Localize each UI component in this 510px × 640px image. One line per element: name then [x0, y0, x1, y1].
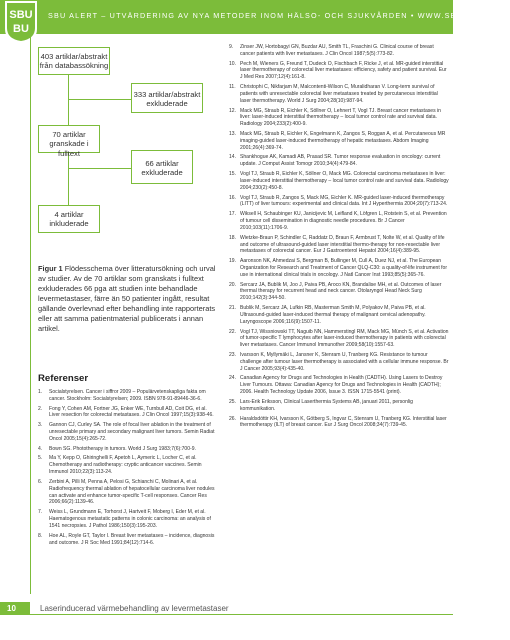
- reference-list-left: [38, 389, 218, 549]
- reference-item: [38, 446, 218, 453]
- reference-text: Vogl TJ, Straub R, Eichler K, Söllner O, Mack MG. Colorectal carcinoma metastases in liver: laser-induced interstitial thermotherapy – local tumor control rate and survival data. Radiology 2004;230(2):450-8.: [240, 171, 449, 191]
- reference-text: Lars-Erik Eriksson, Clinical Laserthermia Systems AB, januari 2011, personlig kommunikation.: [240, 398, 413, 412]
- reference-item: [229, 416, 449, 430]
- reference-number: 15.: [229, 171, 237, 178]
- reference-number: 2.: [38, 405, 43, 412]
- reference-item: [229, 305, 449, 326]
- reference-item: [229, 61, 449, 82]
- reference-number: 16.: [229, 194, 237, 201]
- reference-item: [229, 399, 449, 413]
- flowchart: [38, 47, 218, 257]
- reference-text: Aaronson NK, Ahmedzai S, Bergman B, Bullinger M, Cull A, Duez NJ, et al. The European Organization for Research and Treatment of Cancer QLQ-C30: a quality-of-life instrument for use in international clinical trials in oncology. J Natl Cancer Inst 1993;85(5):365-76.: [240, 258, 448, 278]
- reference-number: 25.: [229, 398, 237, 405]
- flow-box-included: 4 artiklar inkluderade: [38, 205, 100, 233]
- caption-text: Flödesschema över litteratursökning och urval av studier. Av de 70 artiklar som granskats i fulltext exkluderades 66 pga att studien inte behandlade levermetastaser, färre än 50 patienter ingått, resultat gällande överlevnad efter behandling inte rapporterats eller att samma patientmaterial publicerats i annan artikel.: [38, 264, 216, 333]
- references-heading: Referenser: [38, 373, 89, 384]
- reference-number: 12.: [229, 107, 237, 114]
- left-rule: [30, 34, 31, 594]
- reference-item: [229, 131, 449, 152]
- flow-box-search: 403 artiklar/abstrakt från databassökning: [38, 47, 110, 75]
- reference-number: 4.: [38, 445, 43, 452]
- reference-item: [229, 235, 449, 256]
- reference-item: [38, 422, 218, 443]
- reference-number: 10.: [229, 60, 237, 67]
- figure-caption: [38, 264, 216, 333]
- reference-number: 5.: [38, 455, 43, 462]
- reference-item: [229, 84, 449, 105]
- header-title: SBU ALERT – UTVÄRDERING AV NYA METODER INOM HÄLSO- OCH SJUKVÅRDEN • WWW.SBU.SE/ALERT: [48, 11, 510, 20]
- reference-text: Wiksell H, Schaubinger KU, Janicijevic M, Leifland K, Löfgren L, Rotstein S, et al. Prevention of tumour cell dissemination in diagnostic needle procedures. Br J Cancer 2010;103(11):1706-9.: [240, 211, 447, 231]
- reference-text: Bown SG. Phototherapy in tumors. World J Surg 1983;7(6):700-9.: [49, 445, 196, 452]
- reference-text: Haraldsdóttir KH, Ivarsson K, Götberg S, Ingvar C, Stenram U, Tranberg KG. Interstitial laser thermotherapy (ILT) of breast cancer. Eur J Surg Oncol 2008;34(7):739-45.: [240, 415, 447, 429]
- reference-number: 17.: [229, 211, 237, 218]
- reference-text: Fong Y, Cohen AM, Fortner JG, Enker WE, Turnbull AD, Coit DG, et al. Liver resection for colorectal metastases. J Clin Oncol 1997;15(3):938-46.: [49, 405, 214, 419]
- sbu-logo: [3, 1, 39, 43]
- reference-item: [38, 389, 218, 403]
- reference-number: 20.: [229, 281, 237, 288]
- reference-number: 8.: [38, 532, 43, 539]
- reference-number: 11.: [229, 84, 236, 91]
- reference-number: 3.: [38, 422, 43, 429]
- reference-number: 13.: [229, 131, 237, 138]
- reference-item: [229, 195, 449, 209]
- reference-text: Ma Y, Kepp O, Ghiringhelli F, Apetoh L, Aymeric L, Locher C, et al. Chemotherapy and radiotherapy: cryptic anticancer vaccines. Semin Immunol 2010;22(3):113-24.: [49, 455, 202, 476]
- reference-item: [38, 406, 218, 420]
- reference-number: 14.: [229, 154, 237, 161]
- reference-number: 26.: [229, 415, 237, 422]
- reference-item: [38, 479, 218, 506]
- reference-text: Bublik M, Sercarz JA, Lufkin RB, Masterman Smith M, Polyakov M, Paiva PB, et al. Ultrasound-guided laser-induced thermal therapy of malignant cervical adenopathy. Laryngoscope 2006;116(9):1507-11.: [240, 305, 426, 325]
- reference-text: Vogl TJ, Wissniowski TT, Naguib NN, Hammerstingl RM, Mack MG, Münch S, et al. Activation of tumor-specific T lymphocytes after laser-induced thermotherapy in patients with colorectal liver metastases. Cancer Immunol Immunother 2009;58(10):1557-63.: [240, 328, 449, 349]
- reference-text: Gannon CJ, Curley SA. The role of focal liver ablation in the treatment of unresectable primary and secondary malignant liver tumors. Semin Radiat Oncol 2005;15(4):265-72.: [49, 422, 215, 442]
- logo-text-2: BU: [13, 23, 29, 35]
- reference-number: 19.: [229, 258, 237, 265]
- reference-item: [38, 455, 218, 476]
- reference-number: 9.: [229, 44, 234, 50]
- flow-box-excluded-abstracts: 333 artiklar/abstrakt exkluderade: [131, 83, 203, 113]
- reference-list-right: [229, 44, 449, 432]
- reference-text: Zinser JW, Hortobagyi GN, Buzdar AU, Smith TL, Fraschini G. Clinical course of breast cancer patients with liver metastases. J Clin Oncol 1987;5(5):773-82.: [240, 44, 434, 57]
- flow-connector-2: [68, 168, 131, 169]
- reference-text: Shankhogue AK, Kamadi AB, Prasad SR. Tumor response evaluation in oncology: current update. J Comput Assist Tomogr 2010;34(4):479-84.: [240, 154, 441, 168]
- reference-number: 21.: [229, 305, 237, 312]
- reference-text: Wietzke-Braun P, Schindler C, Raddatz D, Braun F, Armbrust T, Nolte W, et al. Quality of life and outcome of ultrasound-guided laser interstitial thermo-therapy for non-resectable liver metastases of colorectal cancer. Eur J Gastroenterol Hepatol 2004;16(4):389-95.: [240, 234, 445, 255]
- reference-text: Pech M, Wieners G, Freund T, Dudeck O, Fischbach F, Ricke J, et al. MR-guided interstitial laser thermotherapy of colorectal liver metastases: efficiency, safety and patient survival. Eur J Med Res 2007;12(4):161-8.: [240, 60, 447, 81]
- reference-number: 18.: [229, 234, 237, 241]
- reference-text: Weiss L, Grundmann E, Torhorst J, Hartveit F, Moberg I, Eder M, et al. Haematogenous metastatic patterns in colonic carcinoma: an analysis of 1541 necropsies. J Pathol 1986;150(3):195-203.: [49, 509, 211, 529]
- reference-text: Canadian Agency for Drugs and Technologies in Health (CADTH). Using Lasers to Destroy Liver Tumours. Ottawa: Canadian Agency for Drugs and Technologies in Health (CADTH); 2006. Health Technology Update 2006, Issue 3. ISSN 1715-5541 (print).: [240, 375, 443, 396]
- reference-item: [229, 108, 449, 129]
- flow-box-excluded-articles: 66 artiklar exkluderade: [131, 150, 193, 184]
- caption-label: Figur 1: [38, 264, 63, 273]
- flow-connector-1: [68, 99, 131, 100]
- reference-item: [229, 375, 449, 396]
- reference-number: 23.: [229, 351, 237, 358]
- reference-number: 1.: [38, 389, 43, 395]
- reference-text: Sercarz JA, Bublik M, Joo J, Paiva PB, Aroco KN, Brandalise MH, et al. Outcomes of laser thermal therapy for recurrent head and neck cancer. Otolaryngol Head Neck Surg 2010;142(3):344-50.: [240, 281, 442, 302]
- reference-text: Zerbini A, Pilli M, Penna A, Pelosi G, Schianchi C, Molinari A, et al. Radiofrequency thermal ablation of hepatocellular carcinoma liver nodules can activate and enhance tumor-specific T-cell responses. Cancer Res 2006;66(2):1139-46.: [49, 478, 215, 506]
- reference-item: [229, 211, 449, 232]
- reference-number: 6.: [38, 478, 43, 485]
- logo-text-1: SBU: [9, 9, 33, 21]
- reference-item: [38, 533, 218, 547]
- page-number: 10: [7, 604, 16, 613]
- reference-number: 7.: [38, 509, 43, 516]
- reference-item: [229, 258, 449, 279]
- reference-item: [229, 329, 449, 350]
- footer-title: Laserinducerad värmebehandling av levermetastaser: [40, 604, 229, 613]
- flow-box-fulltext: 70 artiklar granskade i fulltext: [38, 125, 100, 153]
- reference-text: Vogl TJ, Straub R, Zangos S, Mack MG, Eichler K. MR-guided laser-induced thermotherapy (LITT) of liver tumours: experimental and clinical data. Int J Hyperthermia 2004;20(7):713-24.: [240, 194, 448, 208]
- reference-item: [229, 171, 449, 192]
- reference-item: [229, 352, 449, 373]
- footer-rule: [30, 614, 453, 615]
- reference-item: [38, 509, 218, 530]
- reference-item: [229, 44, 449, 58]
- reference-text: Hoe AL, Royle GT, Taylor I. Breast liver metastases – incidence, diagnosis and outcome. J R Soc Med 1991;84(12):714-6.: [49, 532, 215, 546]
- reference-text: Socialstyrelsen. Cancer i siffror 2009 – Populärvetenskapliga fakta om cancer. Stockholm: Socialstyrelsen; 2009. ISBN 978-91-89446-36-6.: [49, 389, 206, 402]
- reference-number: 24.: [229, 375, 237, 382]
- reference-text: Christophi C, Nikfarjam M, Malcontenti-Wilson C, Muralidharan V. Long-term survival of patients with unresectable colorectal liver metastases treated by percutaneous interstitial laser thermotherapy. World J Surg 2004;28(10):987-94.: [240, 84, 438, 104]
- reference-item: [229, 282, 449, 303]
- reference-number: 22.: [229, 328, 237, 335]
- reference-text: Ivarsson K, Myllymäki L, Jansner K, Stenram U, Tranberg KG. Resistance to tumour challenge after tumour laser thermotherapy is associated with a cellular immune response. Br J Cancer 2005;93(4):435-40.: [240, 351, 449, 372]
- reference-text: Mack MG, Straub R, Eichler K, Engelmann K, Zangos S, Roggan A, et al. Percutaneous MR imaging-guided laser-induced thermotherapy of hepatic metastases. Abdom Imaging 2001;26(4):369-74.: [240, 131, 446, 151]
- reference-item: [229, 154, 449, 168]
- footer: [0, 602, 453, 640]
- reference-text: Mack MG, Straub R, Eichler K, Söllner O, Lehnert T, Vogl TJ. Breast cancer metastases in liver: laser-induced interstitial thermotherapy – local tumor control rate and survival data. Radiology 2004;233(2):400-9.: [240, 107, 441, 128]
